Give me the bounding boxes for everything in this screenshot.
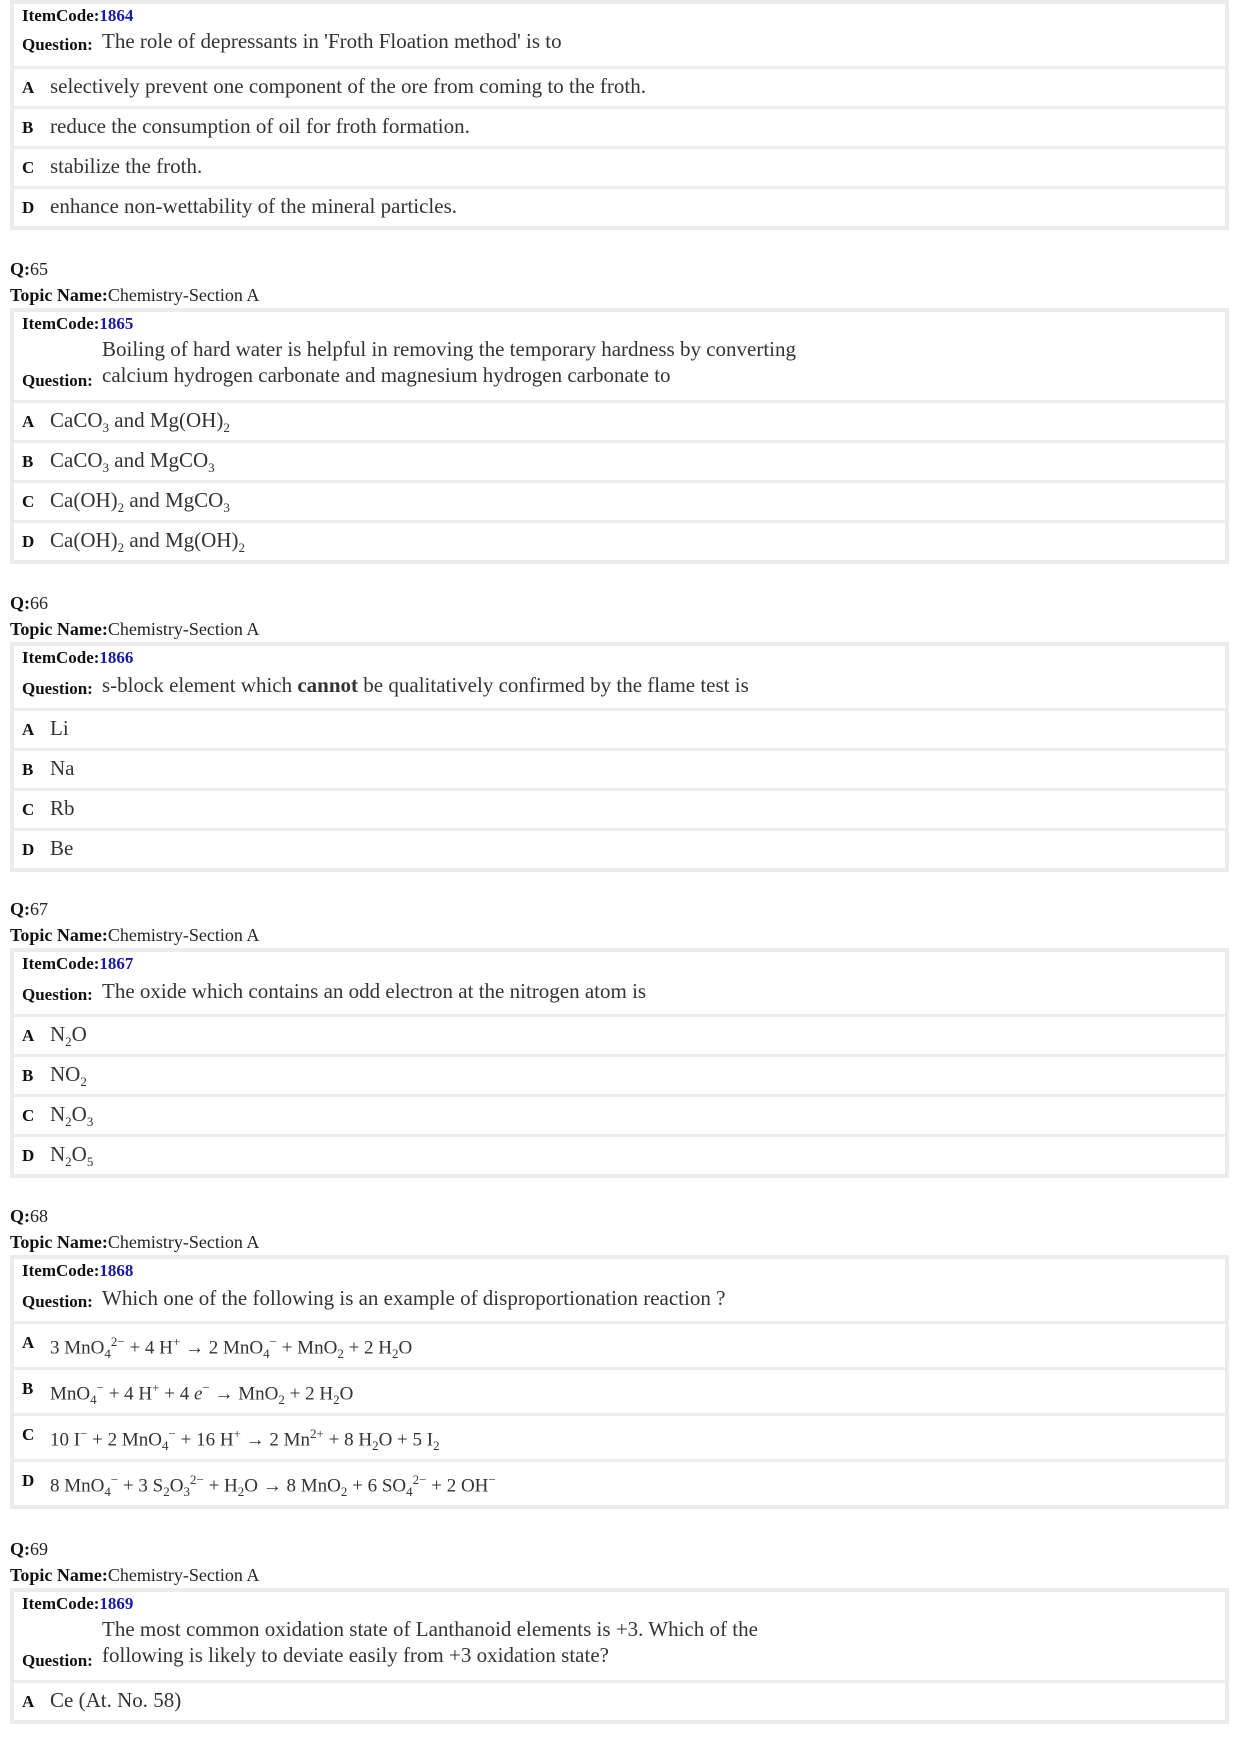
option-letter: D [22, 532, 35, 551]
topic-name: Chemistry-Section A [107, 285, 260, 305]
option-text: Ce (At. No. 58) [50, 1688, 182, 1712]
item-code-value: 1865 [99, 314, 134, 333]
q-prefix: Q: [10, 593, 30, 613]
option-c[interactable] [14, 1416, 1225, 1462]
question-text-line2: calcium hydrogen carbonate and magnesium hydrogen carbonate to [102, 363, 671, 387]
option-text: MnO$_4$− + 4 H+ + 4 e− → MnO$_2$ + 2 $H_2O$ [50, 1380, 354, 1408]
option-letter: A [22, 1692, 35, 1711]
item-code-value: 1866 [99, 648, 134, 667]
option-a[interactable] [14, 69, 1225, 109]
item-code-value: 1867 [99, 954, 134, 973]
item-code-value: 1864 [99, 6, 134, 25]
question-card-1866 [10, 642, 1229, 872]
question-card-1864 [10, 0, 1229, 230]
topic-label: Topic Name: [10, 619, 108, 639]
option-text: Na [50, 756, 75, 780]
option-letter: C [22, 1425, 35, 1444]
question-label: Question: [22, 1292, 93, 1311]
option-a[interactable] [14, 711, 1225, 751]
question-card-1868 [10, 1255, 1229, 1509]
question-label: Question: [22, 679, 93, 698]
item-code-label: ItemCode: [22, 954, 100, 973]
question-text [102, 672, 749, 698]
option-text: stabilize the froth. [50, 154, 203, 178]
question-header-65 [10, 256, 259, 308]
option-b[interactable] [14, 109, 1225, 149]
item-code-line [22, 1261, 133, 1281]
option-letter: A [22, 78, 35, 97]
question-label: Question: [22, 35, 93, 54]
question-label: Question: [22, 985, 93, 1004]
question-number: 68 [30, 1206, 48, 1226]
option-a[interactable] [14, 1683, 1225, 1720]
item-code-label: ItemCode: [22, 1261, 100, 1280]
question-text: The role of depressants in 'Froth Floation method' is to [102, 29, 562, 53]
option-a[interactable] [14, 1324, 1225, 1370]
option-letter: A [22, 1026, 35, 1045]
option-text: 3 MnO$_4^{2-}$ + 4 H+ → 2 MnO$_4$− + MnO$_2$ + 2 $H_2O$ [50, 1334, 413, 1362]
question-header-68 [10, 1203, 259, 1255]
question-number: 69 [30, 1539, 48, 1559]
question-text-line1: The most common oxidation state of Lanthanoid elements is +3. Which of the [102, 1617, 758, 1641]
option-text: CaCO$_3$ and $Mg(OH)_2$ [50, 408, 230, 436]
item-code-label: ItemCode: [22, 648, 100, 667]
topic-label: Topic Name: [10, 285, 108, 305]
option-a[interactable] [14, 403, 1225, 443]
option-text: $N_2O_3$ [50, 1102, 94, 1130]
item-code-value: 1868 [99, 1261, 134, 1280]
item-code-label: ItemCode: [22, 1594, 100, 1613]
topic-name: Chemistry-Section A [107, 1232, 260, 1252]
topic-label: Topic Name: [10, 925, 108, 945]
question-number: 66 [30, 593, 48, 613]
question-text: The oxide which contains an odd electron at the nitrogen atom is [102, 979, 647, 1003]
option-text: $Ca(OH)_2$ and MgCO$_3$ [50, 488, 230, 516]
topic-label: Topic Name: [10, 1232, 108, 1252]
item-code-line [22, 1594, 133, 1614]
option-text: $N_2O_5$ [50, 1142, 94, 1170]
question-head [14, 952, 1225, 1017]
option-text: selectively prevent one component of the ore from coming to the froth. [50, 74, 646, 98]
option-letter: B [22, 1066, 34, 1085]
option-letter: A [22, 412, 35, 431]
question-text-line1: Boiling of hard water is helpful in removing the temporary hardness by converting [102, 337, 796, 361]
option-text: CaCO$_3$ and MgCO$_3$ [50, 448, 215, 476]
item-code-line [22, 954, 133, 974]
option-c[interactable] [14, 791, 1225, 831]
q-prefix: Q: [10, 1539, 30, 1559]
q-prefix: Q: [10, 1206, 30, 1226]
question-head [14, 312, 1225, 403]
question-label: Question: [22, 371, 93, 390]
item-code-line [22, 6, 133, 26]
item-code-label: ItemCode: [22, 6, 100, 25]
topic-name: Chemistry-Section A [107, 925, 260, 945]
option-letter: D [22, 1146, 35, 1165]
option-text: Li [50, 716, 69, 740]
option-text: Rb [50, 796, 75, 820]
option-d[interactable] [14, 523, 1225, 560]
question-header-69 [10, 1536, 259, 1588]
option-text: $N_2O$ [50, 1022, 87, 1050]
question-text-pre: s-block element which [102, 673, 298, 697]
question-text-line2: following is likely to deviate easily from +3 oxidation state? [102, 1643, 609, 1667]
option-text: Be [50, 836, 74, 860]
option-letter: B [22, 118, 34, 137]
question-card-1867 [10, 948, 1229, 1178]
question-text-bold: cannot [297, 673, 359, 697]
option-d[interactable] [14, 831, 1225, 868]
option-text: 10 I− + 2 MnO$_4$− + 16 H+ → 2 $Mn^{2+} + 8$ $H_2O + 5$ $I_2$ [50, 1426, 440, 1454]
option-letter: D [22, 1471, 35, 1490]
question-head [14, 4, 1225, 69]
item-code-value: 1869 [99, 1594, 134, 1613]
question-head [14, 646, 1225, 711]
option-a[interactable] [14, 1017, 1225, 1057]
option-b[interactable] [14, 443, 1225, 483]
option-letter: C [22, 492, 35, 511]
question-card-1869 [10, 1588, 1229, 1724]
question-header-67 [10, 896, 259, 948]
question-head [14, 1259, 1225, 1324]
question-head [14, 1592, 1225, 1683]
topic-name: Chemistry-Section A [107, 619, 260, 639]
option-d[interactable] [14, 1462, 1225, 1505]
option-c[interactable] [14, 483, 1225, 523]
option-text: reduce the consumption of oil for froth formation. [50, 114, 470, 138]
question-label: Question: [22, 1651, 93, 1670]
option-letter: A [22, 1333, 35, 1352]
question-text-post: be qualitatively confirmed by the flame test is [358, 673, 749, 697]
option-letter: D [22, 198, 35, 217]
option-text: 8 MnO$_4$− + 3 $S_2O_3^{2-} + H_2O \to 8$ MnO$_2$ + 6 $SO_4^{2-} + 2$ OH− [50, 1472, 496, 1500]
option-letter: C [22, 800, 35, 819]
option-d[interactable] [14, 189, 1225, 226]
option-d[interactable] [14, 1137, 1225, 1174]
question-header-66 [10, 590, 259, 642]
option-b[interactable] [14, 1370, 1225, 1416]
item-code-label: ItemCode: [22, 314, 100, 333]
option-b[interactable] [14, 1057, 1225, 1097]
question-text: Which one of the following is an example of disproportionation reaction ? [102, 1286, 726, 1310]
item-code-line [22, 314, 133, 334]
topic-label: Topic Name: [10, 1565, 108, 1585]
option-letter: D [22, 840, 35, 859]
q-prefix: Q: [10, 259, 30, 279]
option-c[interactable] [14, 1097, 1225, 1137]
option-text: $Ca(OH)_2$ and $Mg(OH)_2$ [50, 528, 245, 556]
question-card-1865 [10, 308, 1229, 564]
option-c[interactable] [14, 149, 1225, 189]
option-letter: C [22, 158, 35, 177]
q-prefix: Q: [10, 899, 30, 919]
item-code-line [22, 648, 133, 668]
option-letter: A [22, 720, 35, 739]
question-number: 65 [30, 259, 48, 279]
option-letter: B [22, 1379, 34, 1398]
option-text: $NO_2$ [50, 1062, 87, 1090]
option-text: enhance non-wettability of the mineral particles. [50, 194, 458, 218]
option-letter: C [22, 1106, 35, 1125]
topic-name: Chemistry-Section A [107, 1565, 260, 1585]
option-letter: B [22, 452, 34, 471]
question-number: 67 [30, 899, 48, 919]
option-letter: B [22, 760, 34, 779]
option-b[interactable] [14, 751, 1225, 791]
